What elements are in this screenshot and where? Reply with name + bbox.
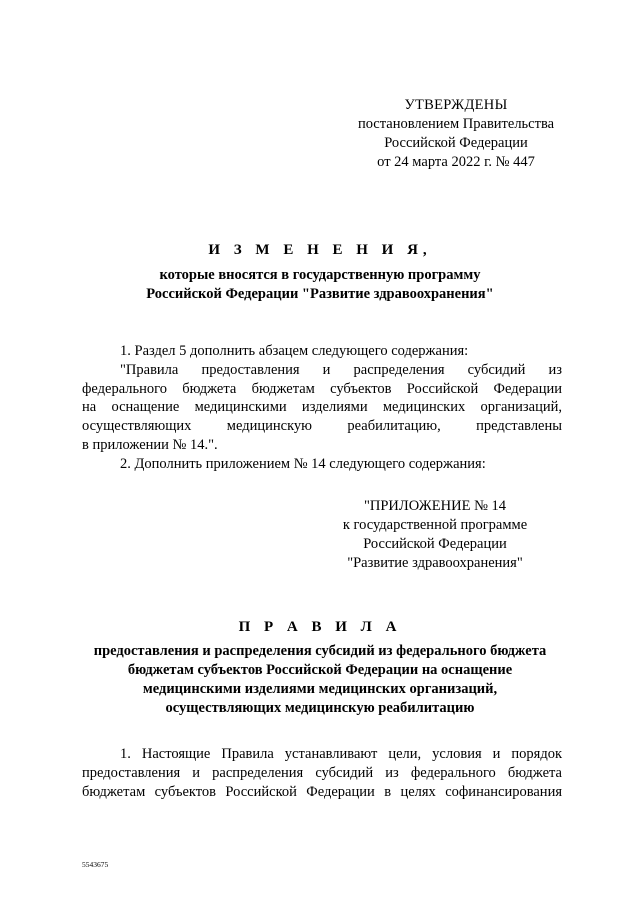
rule-1-paragraph — [82, 745, 562, 801]
item-1-line: в приложении № 14.". — [82, 436, 218, 453]
rules-subtitle-line: предоставления и распределения субсидий из федерального бюджета — [93, 643, 547, 659]
rules-subtitle-line: бюджетам субъектов Российской Федерации на оснащение — [127, 662, 513, 678]
document-code: 5543675 — [82, 860, 109, 869]
annex-title: "ПРИЛОЖЕНИЕ № 14 — [363, 498, 507, 514]
annex-header — [330, 497, 540, 573]
approval-heading: УТВЕРЖДЕНЫ — [404, 97, 508, 113]
item-1-intro: 1. Раздел 5 дополнить абзацем следующего содержания: — [120, 343, 469, 359]
approval-date-number: от 24 марта 2022 г. № 447 — [377, 154, 535, 170]
rule-1-line: предоставления и распределения субсидий из федерального бюджета — [82, 764, 562, 781]
rule-1-line: бюджетам субъектов Российской Федерации в целях софинансирования — [82, 783, 562, 800]
item-1-line: федерального бюджета бюджетам субъектов Российской Федерации — [82, 380, 562, 397]
annex-line: Российской Федерации — [363, 536, 507, 552]
approval-stamp — [340, 96, 572, 172]
annex-line: к государственной программе — [342, 517, 528, 533]
changes-subtitle — [0, 266, 640, 304]
item-2-intro: 2. Дополнить приложением № 14 следующего содержания: — [120, 455, 486, 472]
changes-subtitle-line: которые вносятся в государственную программу — [159, 267, 481, 283]
item-1-line: на оснащение медицинскими изделиями медицинских организаций, — [82, 399, 562, 416]
item-1-line: осуществляющих медицинскую реабилитацию, представлены — [82, 418, 562, 435]
rule-1-line: 1. Настоящие Правила устанавливают цели, условия и порядок — [120, 746, 562, 762]
rules-subtitle-line: осуществляющих медицинскую реабилитацию — [165, 700, 475, 716]
item-1-paragraph — [82, 342, 562, 474]
rules-title: П Р А В И Л А — [238, 619, 402, 635]
rules-subtitle — [0, 642, 640, 718]
changes-title: И З М Е Н Е Н И Я, — [208, 242, 432, 258]
changes-subtitle-line: Российской Федерации "Развитие здравоохранения" — [146, 286, 494, 302]
rules-subtitle-line: медицинскими изделиями медицинских организаций, — [142, 681, 498, 697]
item-1-line: "Правила предоставления и распределения субсидий из — [120, 361, 562, 378]
approval-line: Российской Федерации — [384, 135, 528, 151]
annex-program-name: "Развитие здравоохранения" — [347, 555, 523, 571]
approval-line: постановлением Правительства — [357, 116, 555, 132]
